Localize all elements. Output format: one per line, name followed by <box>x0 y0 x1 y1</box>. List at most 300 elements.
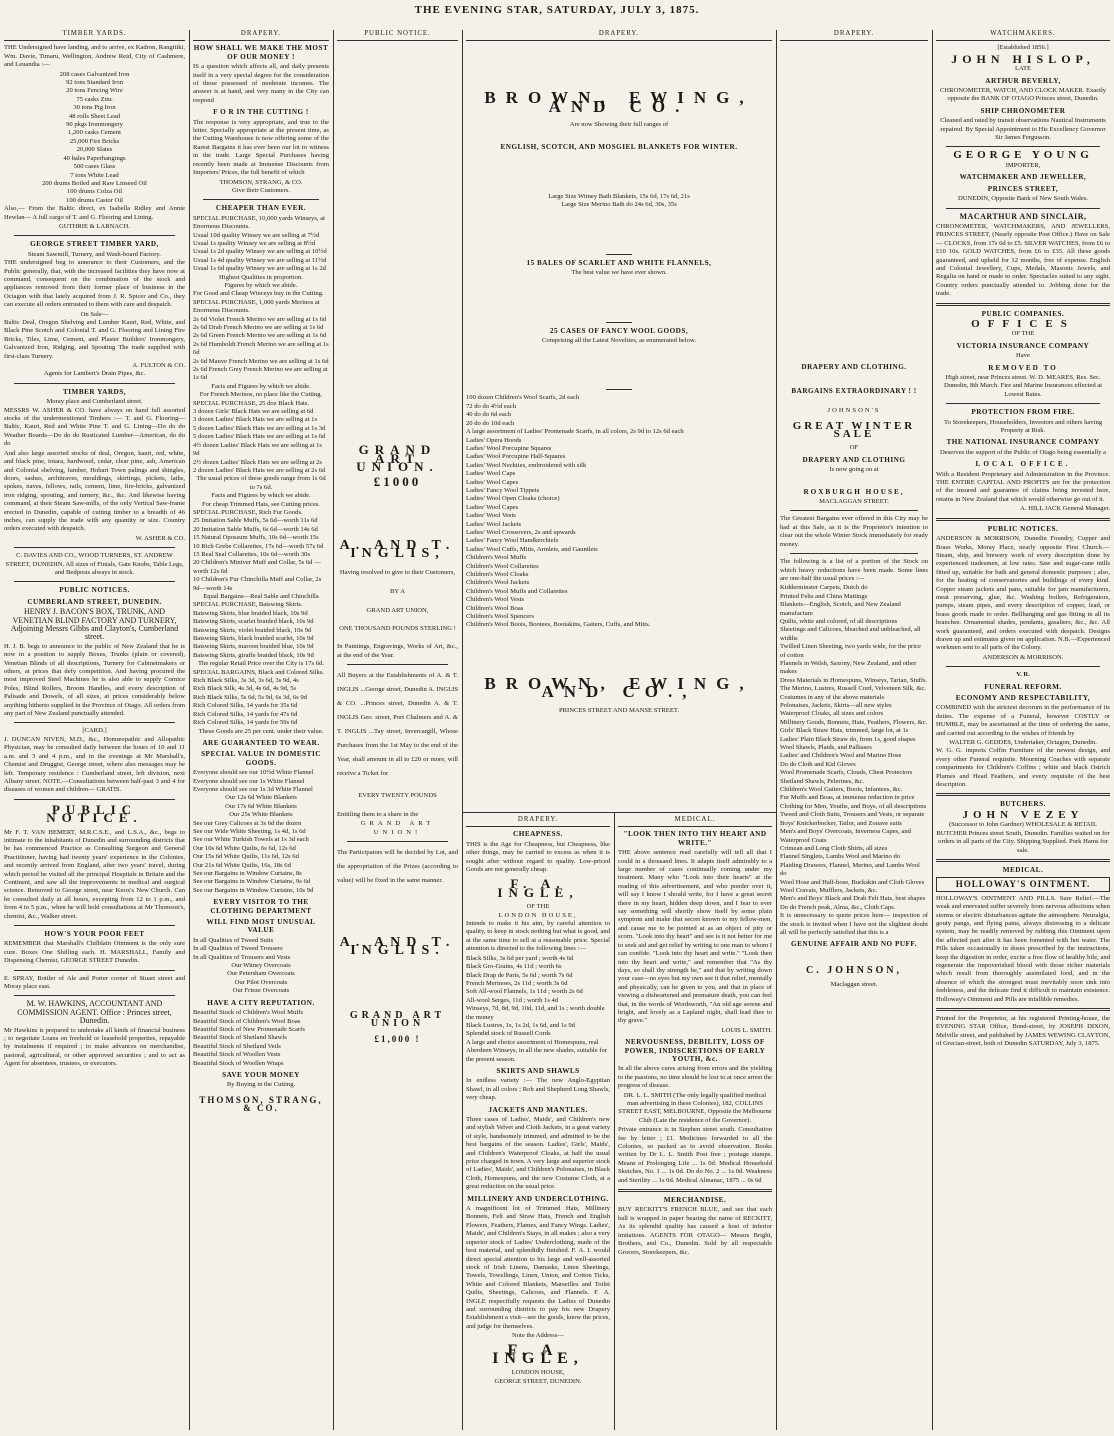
divider <box>347 664 448 665</box>
advert-heading: PROTECTION FROM FIRE. <box>971 408 1075 417</box>
list-item: In all Qualities of Trousers and Vests <box>193 953 291 961</box>
list-item: Twilled Linen Sheeting, two yards wide, for the price of cotton <box>780 643 921 659</box>
advert-heading: BROWN, EWING, AND CO. <box>484 88 754 116</box>
divider <box>936 303 1110 306</box>
list-item: Rich Black Silk, 4s 3d, 4s 6d, 4s 9d, 5s <box>193 685 297 693</box>
advert-heading: ARTHUR BEVERLY, <box>985 76 1061 85</box>
column-brown-ewing <box>466 30 772 808</box>
advert-heading: MACARTHUR AND SINCLAIR, <box>959 211 1087 221</box>
advert-text: In Paintings, Engravings, Works of Art, &c., at the end of the Year. <box>337 643 458 659</box>
list-item: 500 cases Glass <box>73 163 116 171</box>
column-heading: DRAPERY. <box>466 816 610 827</box>
advert-heading: BARGAINS EXTRAORDINARY ! ! <box>791 386 917 395</box>
list-item: Rich Colored Silks, 14 yards for 59s 6d <box>193 719 298 727</box>
imprint: Printed for the Proprietor, at his registered Printing-house, the EVENING STAR Office, Bond-street, by JOSEPH DIXON, Melville street, and published by JAMES WEWING CLAYTON, of Grecian-street, both of Dunedin SATURDAY, July 3, 1875. <box>936 1015 1110 1048</box>
list-item: Men's and Boys' Overcoats, Inverness Capes, and Waterproof Coats <box>780 828 911 844</box>
list-item: Beautiful Stock of Shetland Veils <box>193 1042 281 1050</box>
advert-signature: GUTHRIE & LARNACH. <box>59 222 130 230</box>
list-item: 4½ dozen Ladies' Black Hats we are selling at 1s 9d <box>193 441 322 458</box>
list-item: Usual 1s quality Winsey we are selling at 8½d <box>193 239 316 247</box>
list-item: For French Merinos, no place like the Cutting. <box>199 391 323 399</box>
section-heading: MERCHANDISE. <box>663 1196 727 1205</box>
list-item: Our Pilot Overcoats <box>234 978 288 986</box>
list-item: Our 17s 6d White Blankets <box>225 802 297 810</box>
list-item: In all Qualities of Tweed Trousers <box>193 945 283 953</box>
column-heading: PUBLIC NOTICE. <box>337 30 458 41</box>
list-item: Kidderminster Carpets, Dutch do <box>780 584 868 592</box>
advert-text: IMPORTER, <box>1005 161 1041 169</box>
advert-heading: M. W. HAWKINS, ACCOUNTANT AND COMMISSION AGENT. Office : Princes street, Dunedin. <box>17 999 172 1026</box>
list-item: Splendid stock of Russell Cords <box>466 1030 551 1038</box>
list-item: Waterproof Cloaks, all sizes and colors <box>780 710 884 718</box>
list-item: A large and choice assortment of Homespuns, real Aberdeen Winseys, in all the new shades, suitable for the present season. <box>466 1038 607 1063</box>
divider <box>14 970 175 971</box>
divider <box>790 553 918 554</box>
advert-text: H. J. B. begs to announce to the public of New Zealand that he is now in a position to supply Boxes, Trunks (plain or covered), Venetian Blinds of all descriptions, Turnery for Cabinetmakers or others, at prices that defy competition. And having procured the most improved Steel Machines he is also able to supply Cornice Poles, Blind Rollers, Broom Handles, and every description of Palisade and Dowels, of all sizes, at prices considerably below anything hitherto supplied in the Province of Otago. All orders from any part of New Zealand punctually attended. <box>4 642 185 718</box>
advert-text: Are now Showing their full ranges of <box>569 121 669 129</box>
list-item: 92 tons Standard Iron <box>66 79 123 87</box>
advert-signature: W. ASHER & CO. <box>135 534 185 542</box>
advert-text: It is unnecessary to quote prices here— inspection of the stock is invited when I have not the slightest doubt all will be perfectly satisfied that this is a <box>780 912 928 936</box>
column-heading: DRAPERY. <box>193 30 329 41</box>
advert-signature: C. JOHNSON, <box>805 964 903 976</box>
list-item: Ladies' Fancy Wool Handkerchiefs <box>466 537 559 545</box>
advert-signature: WALTER G. GEDDES, Undertaker, Octagon, Dunedin. <box>949 739 1097 747</box>
list-item: For cheap Trimmed Hats, see Cutting prices. <box>202 500 320 508</box>
advert-text: The response is very appropriate, and true to the letter. Specially appropriate at the present time, as the Cutting Warehouse is now offering some of the Rarest Bargains it has ever been our lot to witness in the trade. Large Special Purchases having recently been made at Immense Discounts from Importers' Prices, the full benefit of which <box>193 118 329 177</box>
list-item: 90 pkgs Ironmongery <box>66 121 123 129</box>
advert-signature: THOMSON, STRANG, & CO. <box>199 1094 323 1114</box>
list-item: Usual 10d quality Winsey we are selling at 7½d <box>193 231 320 239</box>
list-item: Sheetings and Calicoes, bleached and unbleached, all widths <box>780 626 921 642</box>
list-item: Costumes in any of the above materials <box>780 693 885 701</box>
list-item: Children's Wool Boas <box>466 604 524 612</box>
list-item: Quilts, white and colored, of all descriptions <box>780 617 898 625</box>
advert-heading: SKIRTS AND SHAWLS <box>496 1066 580 1075</box>
advert-text: The following is a list of a portion of the Stock on which heavy reductions have been made. Some lines are one-half the usual prices :— <box>780 558 928 582</box>
price-list <box>193 215 329 736</box>
list-item: 2s 6d Green French Merino we are selling at 1s 6d <box>193 332 327 340</box>
divider <box>14 722 175 723</box>
advert-text: IS a question which affects all, and daily presents itself in a very special degree for the consideration of those possessed of moderate incomes. The answer is at hand, and very many in the City can respond <box>193 63 329 104</box>
list-item: Children's Wool Cloaks <box>466 571 529 578</box>
divider <box>946 403 1100 404</box>
column-heading: TIMBER YARDS. <box>4 30 185 41</box>
list-item: Boys' Knickerbocker, Tailor, and Zouave suits <box>780 819 902 827</box>
list-item: Ladies' Wool Neckties, embroidered with silk <box>466 461 587 469</box>
divider <box>618 1189 772 1192</box>
goods-list <box>466 394 772 629</box>
list-item: French Merinoes, 2s 11d ; worth 3s 6d <box>466 979 568 987</box>
masthead: THE EVENING STAR, SATURDAY, JULY 3, 1875. <box>414 4 700 16</box>
list-item: 2s 6d Humboldt French Merino we are selling at 1s 6d <box>193 340 329 357</box>
advert-heading: SPECIAL VALUE IN DOMESTIC GOODS. <box>201 750 321 767</box>
advert-text: THE Undersigned have landing, and to arrive, ex Kadron, Rangitiki, Wm. Davie, Timaru, Wellington, Andrew Reid, City of Cashmere, and Leuandia :— <box>4 44 185 69</box>
list-item: Ladies' and Children's Wool and Marino Hose <box>780 752 902 760</box>
advert-heading: GRAND ART UNION. <box>356 442 439 475</box>
list-item: Wool Hose and Half-hose, Buckskin and Cloth Gloves <box>780 878 925 886</box>
list-item: Everyone should see our 1s White Flannel <box>193 777 305 785</box>
list-item: Clothing for Men, Youths, and Boys, of all descriptions <box>780 802 927 810</box>
advert-text: Note the Address— <box>511 1332 564 1340</box>
divider <box>946 146 1100 147</box>
advert-text: E. SPRAY, Bottler of Ale and Porter corner of Stuart street and Moray place east. <box>4 974 185 991</box>
advert-text: OF <box>849 444 859 452</box>
advert-text: All Buyers at the Establishments of A. & T. INGLIS ...George street, Dunedin A. INGLIS & CO. ...Princes street, Dunedin A. & T. INGLIS Geo. street, Port Chalmers and A. & T. INGLIS ...Tay street, Invercargill, Whose Purchases from the 1st May to the end of the Year, shall amount in all to £20 or more, will receive a Ticket for <box>337 672 458 778</box>
list-item: Ladies' Wool Caps <box>466 470 516 478</box>
list-item: Usual 1s 6d quality Winsey we are selling at 1s 2d <box>193 265 326 273</box>
section-rule <box>462 812 776 813</box>
advert-heading: GREAT WINTER SALE <box>792 419 916 441</box>
advert-text: BUY RECKITT'S FRENCH BLUE, and see that each ball is wrapped in paper bearing the name of RECKITT, As its splendid quality has caused a host of inferior imitations. AGENTS FOR OTAGO— Messrs Bright, Brothers, and Co., Dunedin. Sold by all respectable Grocers, Storekeepers, &c. <box>618 1206 772 1256</box>
list-item: Children's Wool Jackets <box>466 579 530 587</box>
list-item: 20 Children's Miniver Muff and Collar, 5s 6d —worth 12s 6d <box>193 559 321 575</box>
column-rule <box>189 30 190 1430</box>
list-item: Children's Wool Spencers <box>466 613 534 621</box>
list-item: Rich Black Silks, 5s 6d, 5s 9d, 6s 3d, 6s 9d <box>193 693 307 701</box>
advert-text: Mr F. T. VAN HEMERT, M.R.C.S.E., and L.S.A., &c., begs to intimate to the inhabitants of Dunedin and surrounding districts that he has commenced Practice as Consulting Surgeon and General Practitioner, having had twenty years' experience in the Colonies, and recently arrived from England, after two years' travel, during which period he visited all the principal Hospitals in Britain and the Continent, and saw all the improvements in medical and surgical science. Removed to George street, near Knox's New Church. Can be consulted daily at all hours, excepting from 12 to 1 p.m., and from 4 to 5 p.m., when he will hold consultations at Mr Thomson's, chemist, &c., Walker street. <box>4 828 185 920</box>
advert-text: The Participators will be decided by Lot, and the appropriation of the Prizes (according to value) will be fixed in the same manner. <box>337 848 458 884</box>
list-item: Our Petersham Overcoats <box>227 970 295 978</box>
advert-heading: NERVOUSNESS, DEBILITY, LOSS OF POWER, INDISCRETIONS OF EARLY YOUTH, &c. <box>624 1038 766 1063</box>
advert-subheading: On Sale— <box>80 310 109 318</box>
list-item: Beautiful Stock of Woollen Vests <box>193 1051 281 1059</box>
list-item: Usual 1s 2d quality Winsey we are selling at 10½d <box>193 248 327 256</box>
list-item: Ladies' Wool Capes <box>466 478 519 486</box>
list-item: Polonaises, Jackets, Skirts—all new styles <box>780 702 892 709</box>
advert-signature: A. HILL JACK General Manager. <box>1020 505 1110 513</box>
list-item: Do do Cloth and Kid Gloves <box>780 760 856 768</box>
list-item: Soft All-wool Flannels, 1s 11d ; worth 2s 6d <box>466 988 583 996</box>
advert-heading: FUNERAL REFORM. <box>984 682 1062 691</box>
list-item: Batswing Skirts, violet braided black, 10s 9d <box>193 626 312 634</box>
advert-heading: EVERY TWENTY POUNDS <box>358 792 437 800</box>
list-item: Beautiful Stock of Shetland Shawls <box>193 1034 287 1042</box>
list-item: Children's Wool Vests <box>466 596 524 604</box>
list-item: For Good and Cheap Winceys buy in the Cutting. <box>193 290 324 298</box>
list-item: Batswing Skirts, maroon braided blue, 10s 9d <box>193 643 314 651</box>
advert-heading: OFFICES <box>971 317 1075 330</box>
advert-heading: F O R IN THE CUTTING ! <box>213 108 309 117</box>
advert-heading: PRINCES STREET, <box>987 184 1059 193</box>
advert-text: By Buying in the Cutting. <box>226 1081 296 1089</box>
advert-heading: "LOOK THEN INTO THY HEART AND WRITE." <box>623 830 767 847</box>
column-rule <box>776 30 777 1430</box>
advert-text: COMBINED with the strictest decorum in the performance of its duties. The expense of a Funeral, however COSTLY or HUMBLE, may be ascertained at the time of ordering the same, and carried out according to the wishes of friends by <box>936 704 1110 737</box>
advert-heading: EVERY VISITOR TO THE CLOTHING DEPARTMENT <box>210 898 312 915</box>
advert-text: (Successor to John Gardner) WHOLESALE & RETAIL BUTCHER Princes street South, Dunedin. Families waited on for orders in all parts of the City. Shipping Supplied. Pork Hams for sale. <box>936 821 1110 854</box>
advert-text: MESSRS W. ASHER & CO. have always on hand full assorted stocks of the undermentioned Timbers :— T. and G. Flooring—Baltic, Kauri, Red and White Pine T. and G. Lining—Do do do Weather Boards—Do do do Rusticated Lumber—American, do do do <box>4 406 185 448</box>
advert-text: BY A <box>390 588 405 596</box>
list-item: Everyone should see our 10½d White Flannel <box>193 769 314 777</box>
list-item: 2 dozen Ladies' Black Hats we are selling at 2s 6d <box>193 466 326 474</box>
advert-text: Intends to make it his aim, by careful attention to quality, to keep in stock nothing but what is good, and at the same time to sell at a reasonable price. Special attention is directed to the following lines :— <box>466 920 610 953</box>
advert-text: Large Size Merino Bath do 24s 6d, 30s, 35s <box>561 201 677 209</box>
advert-text: THIS is the Age for Cheapness, but Cheapness, like other things, may be carried to excess as when it is sought after without regard to quality. Low-priced Goods are not generally cheap. <box>466 840 610 874</box>
advert-heading: MILLINERY AND UNDERCLOTHING. <box>467 1194 609 1203</box>
crest-icon <box>936 671 1110 679</box>
list-item: Children's Wool Boots, Bootees, Bootakins, Gaiters, Cuffs, and Mitts. <box>466 621 651 629</box>
advert-heading: ENGLISH, SCOTCH, AND MOSGIEL BLANKETS FOR WINTER. <box>500 142 738 151</box>
royal-cypher: V. R. <box>1016 671 1030 679</box>
advert-heading: GRAND ART UNION! <box>360 820 435 836</box>
list-item: Our 25s White Blankets <box>229 811 293 819</box>
advert-heading: HOW'S YOUR POOR FEET <box>44 930 145 938</box>
list-item: 100 dozen Children's Wool Scarfs, 2d each <box>466 394 580 402</box>
advert-heading: ROXBURGH HOUSE, <box>803 487 905 496</box>
advert-text: Mr Hawkins is prepared to undertake all kinds of financial business ; to negotiate Loans on freehold or leasehold properties, repayable by instalments if required ; to make advances on merchandise, pastoral, agricultural, or other approved securities ; and to act as Agent for absentees, trustees, or executors. <box>4 1026 185 1068</box>
list-item: 20 Imitation Sable Muffs, 6s 6d—worth 14s 6d <box>193 525 318 533</box>
divider <box>14 383 175 384</box>
list-item: Ladies' Wool Jackets <box>466 520 522 528</box>
column-johnson-drapery <box>780 30 928 1430</box>
list-item: Flannel Singlets, Lambs Wool and Marino do <box>780 853 901 861</box>
advert-heading: GRAND ART UNION, <box>366 606 429 614</box>
price-list <box>193 1009 329 1068</box>
list-item: Facts and Figures by which we abide. <box>211 492 311 500</box>
list-item: SPECIAL PURCHASE, 25 doz Black Hats. <box>193 399 310 407</box>
list-item: Wool Promenade Scarfs, Clouds, Chest Protectors <box>780 769 913 777</box>
list-item: See our Bargains in Window Curtains, 8s <box>193 870 302 877</box>
divider <box>14 799 175 800</box>
list-item: 2½ dozen Ladies' Black Hats we are selling at 2s <box>193 458 322 466</box>
advert-text: A magnificent lot of Trimmed Hats, Millinery Bonnets, Felt and Straw Hats, French and English Flowers, Feathers, Flames, and Fancy Wings. Ladies', Maids', and Children's Stays, in all makes ; also a very superior stock of Ladies' Underclothing, made of the best material, and splendidly finished. F. A. I. would direct special attention to his large and well-assorted stock of Irish Linens, Damasks, Linen Sheetings, Towels, Towellings, Linen, Union, and Cotton Ticks, White and Colored Blankets, Marseilles and Toilet Quilts, Sheetings, Calicoes, and Flannels. F. A. INGLE respectfully requests the Ladies of Dunedin and surrounding districts to pay his new Drapery Establishment a visit—see the goods, know the prices, and judge for themselves. <box>466 1205 610 1330</box>
list-item: Printed Felts and China Mattings <box>780 592 868 600</box>
advert-text: LATE <box>1014 65 1032 73</box>
list-item: 2s 6d Drab French Merino we are selling at 1s 6d <box>193 324 324 331</box>
list-item: 100 drums Colza Oil <box>66 188 123 196</box>
list-item: 40 do do 6d each <box>466 411 512 419</box>
list-item: Winseys, 7d, 8d, 9d, 10d, 11d, and 1s ; worth double the money <box>466 1005 605 1021</box>
list-item: Rich Black Silks, 3s 3d, 3s 6d, 3s 9d, 4s <box>193 677 299 685</box>
advert-heading: ONE THOUSAND POUNDS STERLING ! <box>339 625 456 633</box>
list-item: Wool Cravats, Mufflers, Jackets, &c. <box>780 886 878 894</box>
advert-text: THE undersigned beg to announce to their Customers, and the Public generally, that, with the increased facilities they have now at command, consequent on the combination of the stock and appliances removed from their former place of business in the Octagon with that lately acquired from J. R. Spicer and Co., they can execute all orders entrusted to them with care and despatch. <box>4 259 185 309</box>
list-item: 208 cases Galvanized Iron <box>59 70 130 78</box>
advert-heading: PUBLIC NOTICE. <box>46 801 143 826</box>
list-item: See our Wide White Sheeting, 1s 4d, 1s 6d <box>193 827 306 835</box>
list-item: Shetland Shawls, Pelerines, &c. <box>780 777 865 785</box>
advert-text: PRINCES STREET AND MANSE STREET. <box>558 706 680 714</box>
list-item: 5 dozen Ladies' Black Hats we are selling at 1s 6d <box>193 433 326 441</box>
list-item: 20,000 Slates <box>76 146 113 154</box>
advert-heading: WILL FIND MOST UNUSUAL VALUE <box>206 918 316 935</box>
list-item: Beautiful Stock of Children's Wool Muffs <box>193 1009 304 1017</box>
price-list <box>193 937 329 996</box>
section-heading: PUBLIC NOTICES. <box>987 524 1059 533</box>
list-item: Men's and Boys' Black and Drab Felt Hats, best shapes <box>780 895 926 903</box>
advert-text: CHRONOMETER, WATCH, AND CLOCK MAKER. Exactly opposite the BANK OF OTAGO Princes street, Dunedin. <box>939 87 1107 103</box>
list-item: Millinery Goods, Bonnets, Hats, Feathers, Flowers, &c. <box>780 718 928 726</box>
divider <box>606 322 632 323</box>
advert-text: LONDON HOUSE, <box>511 1369 565 1377</box>
advert-text: [Established 1856.] <box>997 44 1049 52</box>
advert-heading: THE NATIONAL INSURANCE COMPANY <box>946 438 1100 447</box>
list-item: Do do French peak, Alma, &c., Cloth Caps. <box>780 903 896 911</box>
column-public-notice <box>337 30 458 1430</box>
list-item: The regular Retail Price over the City is 17s 6d. <box>198 660 324 668</box>
list-item: Equal Bargains—Real Sable and Chinchilla <box>203 593 319 600</box>
advert-heading: SHIP CHRONOMETER <box>980 106 1066 115</box>
list-item: Ladies' Wool Cuffs, Mitts, Armlets, and Gauntlets <box>466 545 598 553</box>
price-list <box>193 769 329 895</box>
list-item: Fur Muffs and Boas, at immense reduction in price <box>780 794 915 802</box>
list-item: Children's Wool Collarettes <box>466 562 539 570</box>
column-heading: MEDICAL. <box>618 816 772 827</box>
list-item: 10 Rich Grebe Collarettes, 17s 6d—worth 57s 6d <box>193 542 324 550</box>
list-item: See our Bargains in Window Curtains, 10s 9d <box>193 886 314 894</box>
advert-text: DUNEDIN, Opposite Bank of New South Wales. <box>957 195 1089 203</box>
column-ingle <box>466 816 610 1430</box>
divider <box>936 793 1110 796</box>
list-item: Beautiful Stock of Children's Wool Boas <box>193 1017 301 1025</box>
blank-space <box>780 44 928 360</box>
advert-text: Comprising all the Latest Novelties, as enumerated below. <box>542 337 696 345</box>
column-heading: DRAPERY. <box>780 30 928 41</box>
list-item: 75 casks Zinc <box>76 95 113 103</box>
list-item: All-wool Serges, 11d ; worth 1s 4d <box>466 996 559 1004</box>
divider <box>946 208 1100 209</box>
list-item: Ladies' Wool Capes <box>466 503 519 511</box>
divider <box>790 510 918 511</box>
advert-text: The best value we have ever shown. <box>571 269 667 277</box>
advert-text: OF THE <box>526 903 550 911</box>
advert-text: Is now going on at <box>829 466 879 474</box>
list-item: Ladies' Opera Hoods <box>466 436 522 444</box>
advert-signature: THOMSON, STRANG, & CO. <box>219 178 303 186</box>
list-item: Children's Wool Muffs and Collarettes <box>466 587 568 595</box>
advert-text: Having resolved to give to their Customers, <box>339 568 456 576</box>
advert-heading: GRAND ART UNION <box>349 1009 446 1030</box>
column-rule <box>333 30 334 1430</box>
list-item: Ladies' Plain Black Straw do, from 1s, good shapes <box>780 735 916 743</box>
advert-signature: LOUIS L. SMITH. <box>721 1026 772 1034</box>
list-item: Batswing Skirts, scarlet braided black, 10s 9d <box>193 618 314 626</box>
advert-text: With a Resident Proprietary and Administration in the Province. THE ENTIRE CAPITAL AND PROFITS are for the protection of the insured and guarantee of claims being invested here, retains in New Zealand that which would otherwise go out of it. <box>936 470 1110 503</box>
list-item: 7 tons White Lead <box>70 171 119 179</box>
section-heading: PUBLIC NOTICES. <box>59 586 130 595</box>
list-item: A large assortment of Ladies' Promenade Scarfs, in all colors, 2s 9d to 12s 6d each <box>466 428 684 436</box>
advert-heading: 25 CASES OF FANCY WOOL GOODS, <box>549 326 689 335</box>
goods-list <box>780 584 928 912</box>
advert-text: THE above sentence read carefully will tell all that I could in a thousand lines. It adapts itself admirably to a large number of cases continually coming under my treatment. Many who "Look into their hearts" at the reading of this advertisement, and who ponder over it, will say I know I should write, for I have a great secret there in my heart, hidden deep down, and I fear to ever say something will shortly show itself by some plain symptom and make that secret known to my fellow-men, and cause me to be pointed at as an object of pity or scorn. "Look into thy heart" and see is it not better for me to seek aid and get relief by writing to one man to whom I can confide. "Look into thy heart and write." "Look then into thy heart and write," and remember that "As thy days, so shall thy strength be," and that by writing down your case—no eyes but my own see it that relief, mentally and physically, can be given to you, and that in place of viewing a disheartened and premature death, you can feel that, in the words of Wordsworth, "An old age serene and bright, and lovely as a Lapland night, shall lead thee to thy grave." <box>618 849 772 1025</box>
list-item: Our Witney Overcoats <box>231 962 291 970</box>
advert-text: To Storekeepers, Householders, Investors and others having Property at Risk. <box>943 418 1103 435</box>
advert-heading: CHEAPNESS. <box>513 830 563 839</box>
list-item: SPECIAL BARGAINS, Black and Colored Silks. <box>193 668 325 676</box>
column-rule <box>462 30 463 1430</box>
list-item: Batswing Skirts, black braided scarlet, 10s 9d <box>193 635 314 643</box>
list-item: Beautiful Stock of Woollen Wraps <box>193 1059 284 1067</box>
list-item: Rich Colored Silks, 14 yards for 47s 6d <box>193 710 298 718</box>
prize-amount: £1000 <box>373 473 422 489</box>
advert-heading: A. AND T. INGLIS. <box>339 934 456 959</box>
advert-heading: LOCAL OFFICE. <box>975 460 1071 469</box>
divider <box>606 254 632 255</box>
list-item: Girls' Black Straw Hats, trimmed, large lot, at 1s <box>780 727 909 735</box>
list-item: The usual prices of these goods range from 1s 6d to 7s 6d. <box>196 475 326 491</box>
advert-heading: JACKETS AND MANTLES. <box>488 1105 588 1114</box>
list-item: Black Drap de Paris, 5s 6d ; worth 7s 6d <box>466 971 573 979</box>
list-item: 10 Children's Fur Chinchilla Muff and Collar, 2s 9d—worth 14s <box>193 576 322 592</box>
section-heading: BUTCHERS. <box>1000 800 1046 809</box>
list-item: SPECIAL PURCHASE, Rich Fur Goods. <box>193 508 303 516</box>
list-item: Our 15s 6d White Quilts, 11s 6d, 12s 6d <box>193 853 299 861</box>
advert-heading: 15 BALES OF SCARLET AND WHITE FLANNELS, <box>526 258 712 267</box>
advert-heading: CUMBERLAND STREET, DUNEDIN. <box>27 597 162 606</box>
advert-text: W. G. G. imports Coffin Furniture of the newest design, and every other Funeral requisite. Mourning Coaches with separate compartments for Children's Coffins ; white and black Ostrich Plumes and Head Feathers, and every requisite of the best description. <box>936 747 1110 789</box>
advert-text: Three cases of Ladies', Maids', and Children's new and stylish Velvet and Cloth Jackets, in a great variety of style, handsomely trimmed, and admitted to be the best bargains of the season. Ladies', Girls', Maids', and Children's Waterproof Cloaks, at half the usual price charged in town. A very large and superior stock of Ladies', Maids', and Children's Polonaises, in Black Cloth, Homespuns, and the new Costume Cloth, at a great reduction on the usual price. <box>466 1116 610 1191</box>
advert-heading: F. A. INGLE, <box>492 1341 584 1367</box>
list-item: 25 Imitation Sable Muffs, 5s 6d—worth 11s 6d <box>193 517 318 525</box>
advert-heading: JOHN HISLOP, <box>951 51 1095 66</box>
advert-subheading: Steam Sawmill, Turnery, and Wash-board Factory. <box>28 250 161 258</box>
advert-text: Give their Customers. <box>231 186 291 194</box>
list-item: SPECIAL PURCHASE, 1,000 yards Merinos at Enormous Discounts. <box>193 298 320 315</box>
list-item: Black Gro-Grains, 4s 11d ; worth 6s <box>466 963 562 971</box>
list-item: Children's Wool Muffs <box>466 554 527 562</box>
section-heading: MEDICAL. <box>1002 865 1044 874</box>
advert-text: Maclaggan street. <box>830 981 878 989</box>
list-item: 20 tons Fencing Wire <box>66 87 123 95</box>
list-item: See our Grey Calicoes at 3s 6d the dozen <box>193 819 302 827</box>
list-item: Ladies' Wool Crossovers, 2s and upwards <box>466 528 576 536</box>
list-item: 15 Real Seal Collarettes, 10s 6d—worth 30s <box>193 550 311 558</box>
column-rule <box>614 812 615 1430</box>
column-drapery-cutting <box>193 30 329 1430</box>
list-item: Plaiding Drawers, Flannel, Merino, and Lambs Wool do <box>780 861 920 878</box>
list-item: Everyone should see our 1s 3d White Flannel <box>193 785 313 793</box>
list-item: 2s 6d Violet French Merino we are selling at 1s 6d <box>193 315 327 323</box>
advert-heading: CHEAPER THAN EVER. <box>215 204 307 213</box>
advert-heading: HAVE A CITY REPUTATION. <box>207 998 315 1007</box>
section-heading: PUBLIC COMPANIES. <box>981 309 1065 318</box>
list-item: Rich Colored Silks, 14 yards for 35s 6d <box>193 702 298 710</box>
column-timber-yards <box>4 30 185 1430</box>
list-item: 100 drums Castor Oil <box>66 196 123 204</box>
advert-heading: JOHNSON'S <box>827 407 881 415</box>
list-item: In all Qualities of Tweed Suits <box>193 936 274 944</box>
advert-text: And also large assorted stocks of deal, Oregon, kauri, red, white, and black pine, totara, hardwood, cedar, clear pine, ash, American and Colonial shelving, lumber, Hobart Town palings and shingles, doors, sashes, architraves, mouldings, skirtings, pickets, laths, spokes, naves, fellows, rails, cement, lime, fire-bricks, galvanized iron ridging, spouting, and turnery, &c., &c. And likewise having command, at their Steam Saw-mills, of the only Vertical Saw-frame erected in Dunedin, capable of cutting timber to a breadth of 46 inches, can supply the trade with any quantity or size. Country orders executed with despatch. <box>4 449 185 533</box>
advert-subheading: [CARD.] <box>82 727 107 735</box>
list-item: Black Silks, 3s 6d per yard ; worth 4s 6d <box>466 954 574 962</box>
advert-text: Also,— From the Baltic direct, ex Isabella Ridley and Annie Hewlan— A full cargo of T. and G. Flooring and Lining. <box>4 205 185 221</box>
list-item: Black Lustres, 1s, 1s 2d, 1s 6d, and 1s 9d <box>466 1021 575 1029</box>
list-item: SPECIAL PURCHASE, Batswing Skirts. <box>193 601 303 609</box>
column-heading: DRAPERY. <box>466 30 772 41</box>
advert-heading: F. A. INGLE, <box>497 876 579 900</box>
divider <box>936 859 1110 862</box>
list-item: Blankets—English, Scotch, and New Zealand manufacture <box>780 601 901 617</box>
list-item: Our 10s 6d White Quilts, 6s 6d, 12s 6d <box>193 844 296 852</box>
advert-text: J. DUNCAN NIVEN, M.D., &c., Homœopathic and Allopathic Physician, may be consulted daily between the hours of 10 and 11 a.m. and 3 and 4 p.m., and in the evenings at Mr Marshall's, Chemist and Druggist, George street, where also messages may be left. Temporary residence : Cumberland street, left division, next Albany street. NOTE.—Consultations between half-past 3 and 4 for diseases of women and children— GRATIS. <box>4 735 185 794</box>
advert-text: Deserves the support of the Public of Otago being essentially a <box>940 448 1106 456</box>
list-item: 2s 6d French Grey French Merino we are selling at 1s 6d <box>193 366 328 382</box>
advert-text: High street, near Princes street. W. D. MEARES, Res. Sec. Dunedin, 8th March. Fire and Marine Insurances effected at Lowest Rates. <box>943 374 1103 398</box>
list-item: Wool Shawls, Plaids, and Palliases <box>780 744 872 752</box>
advert-heading: ECONOMY AND RESPECTABILITY, <box>955 694 1091 702</box>
list-item: See our White Turkish Towels at 1s 3d each <box>193 836 309 844</box>
prize-amount: £1,000 ! <box>374 1033 421 1044</box>
list-item: 3 dozen Ladies' Black Hats we are selling at 1s <box>193 416 318 424</box>
advert-heading: VICTORIA INSURANCE COMPANY <box>956 341 1090 350</box>
list-item: Usual 1s 4d quality Winsey we are selling at 11½d <box>193 256 327 264</box>
divider <box>946 666 1100 667</box>
advert-text: OF THE <box>1011 330 1035 338</box>
advert-heading: ARE GUARANTEED TO WEAR. <box>202 738 320 747</box>
list-item: 15 Natural Opossum Muffs, 10s 6d—worth 15s <box>193 534 319 542</box>
list-item: 20 do do 10d each <box>466 419 515 427</box>
